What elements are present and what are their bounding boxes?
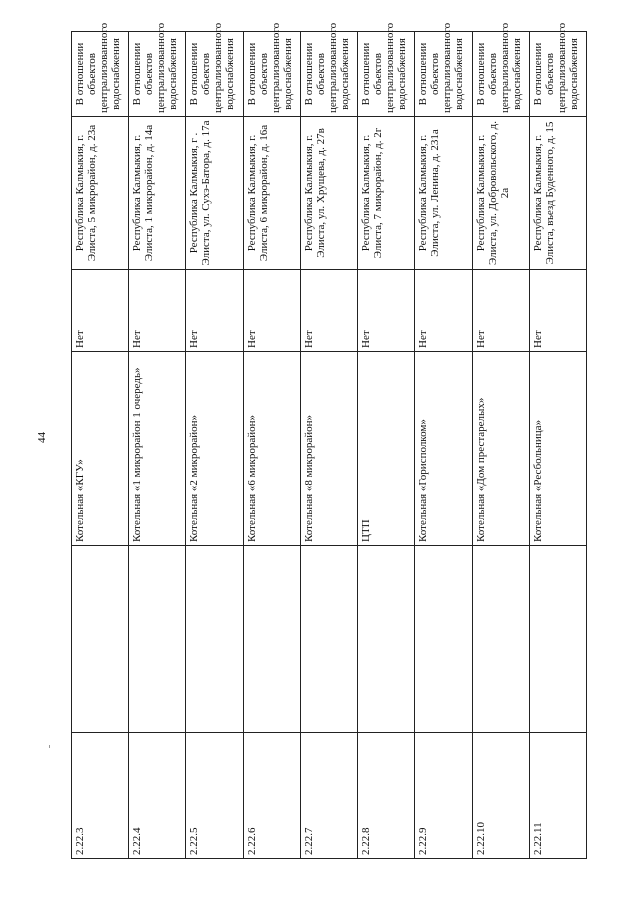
address-cell: Республика Калмыкия, г . Элиста, ул. Сухэ-Батора, д. 17а: [186, 117, 243, 270]
empty-cell: [529, 546, 586, 733]
facility-name-cell: Котельная «Ресбольница»: [529, 352, 586, 546]
note-cell: В отношении объектов централизованного водоснабжения: [529, 32, 586, 117]
facility-name-cell: Котельная «Дом престарелых»: [472, 352, 529, 546]
address-cell: Республика Калмыкия, г. Элиста, 7 микрорайон, д. 2г: [358, 117, 415, 270]
row-number-cell: 2.22.5: [186, 733, 243, 859]
table-row: [186, 32, 243, 859]
row-number-cell: 2.22.7: [300, 733, 357, 859]
empty-cell: [129, 546, 186, 733]
flag-cell: Нет: [415, 270, 472, 352]
address-cell: Республика Калмыкия, г. Элиста, 5 микрорайон, д. 23а: [72, 117, 129, 270]
note-cell: В отношении объектов централизованного водоснабжения: [358, 32, 415, 117]
row-number-cell: 2.22.4: [129, 733, 186, 859]
empty-cell: [472, 546, 529, 733]
table-row: [415, 32, 472, 859]
note-cell: В отношении объектов централизованного водоснабжения: [415, 32, 472, 117]
note-cell: В отношении объектов централизованного водоснабжения: [186, 32, 243, 117]
scan-mark: [49, 745, 50, 748]
row-number-cell: 2.22.9: [415, 733, 472, 859]
flag-cell: Нет: [300, 270, 357, 352]
table-row: [129, 32, 186, 859]
note-cell: В отношении объектов централизованного водоснабжения: [243, 32, 300, 117]
table-row: [358, 32, 415, 859]
empty-cell: [186, 546, 243, 733]
facility-name-cell: ЦТП: [358, 352, 415, 546]
facility-name-cell: Котельная «Горисполком»: [415, 352, 472, 546]
empty-cell: [243, 546, 300, 733]
address-cell: Республика Калмыкия, г. Элиста, ул. Ленина, д. 231а: [415, 117, 472, 270]
table-row: [472, 32, 529, 859]
note-cell: В отношении объектов централизованного водоснабжения: [300, 32, 357, 117]
address-cell: Республика Калмыкия, г. Элиста, ул. Добровольского, д. 2а: [472, 117, 529, 270]
empty-cell: [358, 546, 415, 733]
address-cell: Республика Калмыкия, г. Элиста, ул. Хрущева, д. 27в: [300, 117, 357, 270]
facility-name-cell: Котельная «8 микрорайон»: [300, 352, 357, 546]
facility-name-cell: Котельная «1 микрорайон 1 очередь»: [129, 352, 186, 546]
flag-cell: Нет: [72, 270, 129, 352]
facility-name-cell: Котельная «КГУ»: [72, 352, 129, 546]
flag-cell: Нет: [129, 270, 186, 352]
table-row: [72, 32, 129, 859]
register-table: [71, 22, 587, 859]
empty-cell: [415, 546, 472, 733]
row-number-cell: 2.22.8: [358, 733, 415, 859]
flag-cell: Нет: [186, 270, 243, 352]
address-cell: Республика Калмыкия, г. Элиста, въезд Буденного, д. 15: [529, 117, 586, 270]
address-cell: Республика Калмыкия, г. Элиста, 1 микрорайон, д. 14а: [129, 117, 186, 270]
flag-cell: Нет: [358, 270, 415, 352]
row-number-cell: 2.22.10: [472, 733, 529, 859]
flag-cell: Нет: [529, 270, 586, 352]
facility-name-cell: Котельная «6 микрорайон»: [243, 352, 300, 546]
row-number-cell: 2.22.6: [243, 733, 300, 859]
flag-cell: Нет: [472, 270, 529, 352]
facility-name-cell: Котельная «2 микрорайон»: [186, 352, 243, 546]
table-row: [529, 32, 586, 859]
row-number-cell: 2.22.11: [529, 733, 586, 859]
note-cell: В отношении объектов централизованного водоснабжения: [72, 32, 129, 117]
address-cell: Республика Калмыкия, г. Элиста, 6 микрорайон, д. 16а: [243, 117, 300, 270]
flag-cell: Нет: [243, 270, 300, 352]
table-row: [243, 32, 300, 859]
note-cell: В отношении объектов централизованного водоснабжения: [129, 32, 186, 117]
page-number: 44: [36, 432, 48, 443]
empty-cell: [300, 546, 357, 733]
row-number-cell: 2.22.3: [72, 733, 129, 859]
note-cell: В отношении объектов централизованного водоснабжения: [472, 32, 529, 117]
empty-cell: [72, 546, 129, 733]
table-row: [300, 32, 357, 859]
register-table-wrapper: [71, 22, 587, 859]
